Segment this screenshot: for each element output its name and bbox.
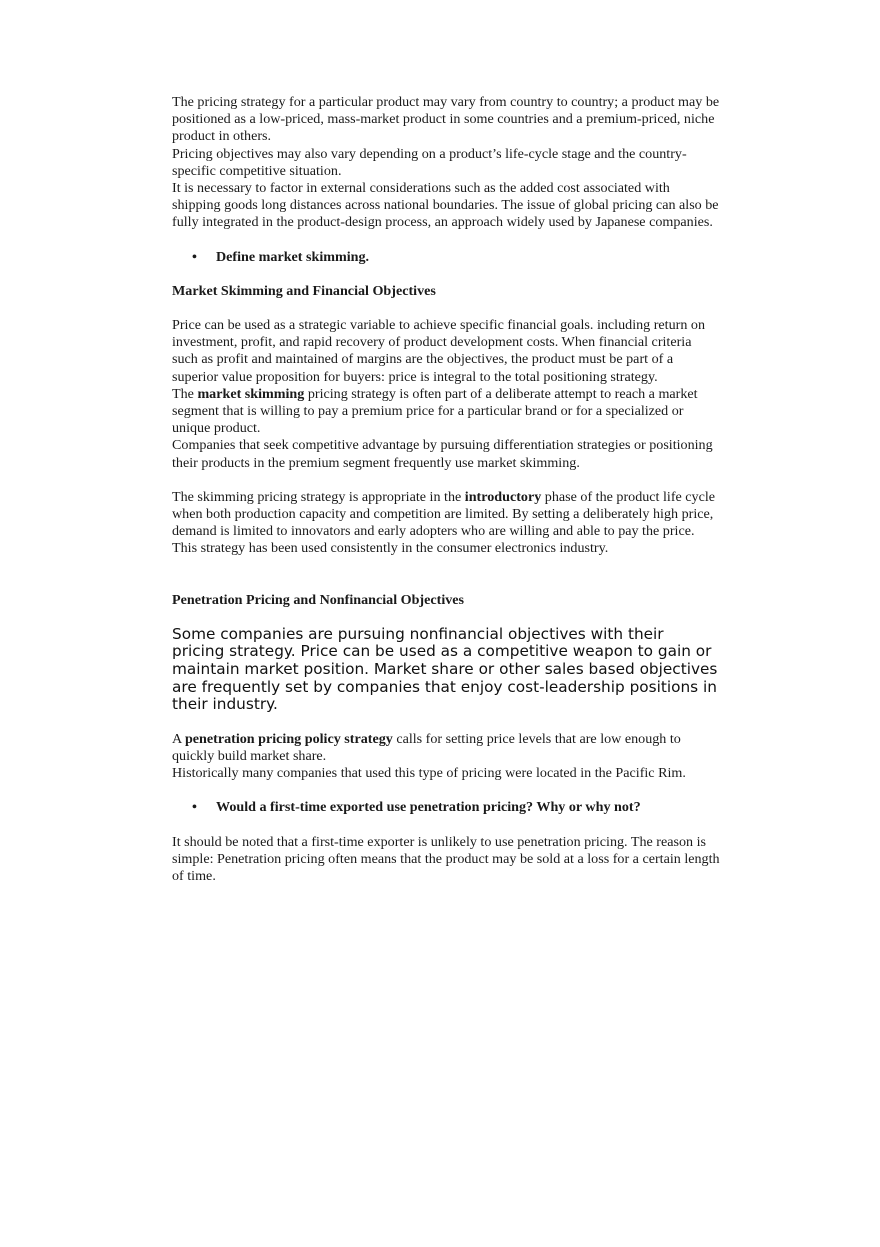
bullet-icon: •: [192, 248, 197, 265]
spacer: [172, 472, 720, 489]
skimming-paragraph-1: Price can be used as a strategic variable to achieve specific financial goals. including return on investment, profit, and rapid recovery of product development costs. When financial criteria such as profit and maintained of margins are the objectives, the product must be part of a superior value proposition for buyers: price is integral to the total positioning strategy.: [172, 317, 705, 385]
question-first-time-exporter: [172, 799, 720, 816]
spacer: [172, 714, 720, 731]
document-body: [172, 94, 720, 885]
spacer: [172, 558, 720, 592]
penetration-paragraph-3: Historically many companies that used this type of pricing were located in the Pacific Rim.: [172, 765, 686, 782]
bold-term-penetration-pricing-policy: penetration pricing policy strategy: [184, 730, 393, 747]
text-run: The skimming pricing strategy is appropriate in the: [172, 488, 465, 505]
skimming-paragraph-3: Companies that seek competitive advantage by pursuing differentiation strategies or positioning their products in the premium segment frequently use market skimming.: [172, 437, 713, 471]
penetration-paragraph-2: [172, 731, 720, 765]
question-text: Define market skimming.: [216, 248, 370, 265]
spacer: [172, 817, 720, 834]
spacer: [172, 232, 720, 249]
intro-paragraph-2: Pricing objectives may also vary depending on a product’s life-cycle stage and the country-specific competitive situation.: [172, 145, 687, 179]
text-run: The: [172, 385, 198, 402]
spacer: [172, 266, 720, 283]
text-run: A: [172, 730, 185, 747]
skimming-paragraph-2: [172, 386, 720, 438]
spacer: [172, 609, 720, 626]
intro-paragraph-1: The pricing strategy for a particular product may vary from country to country; a product may be positioned as a low-priced, mass-market product in some countries and a premium-priced, niche product in others.: [172, 94, 720, 145]
answer-paragraph: It should be noted that a first-time exporter is unlikely to use penetration pricing. The reason is simple: Penetration pricing often means that the product may be sold at a loss for a certain length of time.: [172, 833, 720, 885]
bold-term-market-skimming: market skimming: [197, 385, 305, 402]
question-define-market-skimming: [172, 249, 720, 266]
skimming-paragraph-4: [172, 489, 720, 558]
bullet-icon: •: [192, 799, 197, 816]
question-text: Would a first-time exported use penetration pricing? Why or why not?: [216, 799, 641, 816]
spacer: [172, 782, 720, 799]
intro-paragraph-3: It is necessary to factor in external considerations such as the added cost associated with shipping goods long distances across national boundaries. The issue of global pricing can also be fully integrated in the product-design process, an approach widely used by Japanese companies.: [172, 180, 719, 231]
spacer: [172, 300, 720, 317]
section-heading-penetration-pricing: Penetration Pricing and Nonfinancial Objectives: [172, 591, 465, 608]
penetration-paragraph-1: Some companies are pursuing nonfinancial objectives with their pricing strategy. Price can be used as a competitive weapon to gain or maintain market position. Market share or other sales based objectives are frequently set by companies that enjoy cost-leadership positions in their industry.: [172, 624, 718, 714]
text-run: phase of the product life cycle when both production capacity and competition are limited. By setting a deliberately high price, demand is limited to innovators and early adopters who are willing and able to pay the price. This strategy has been used consistently in the consumer electronics industry.: [172, 488, 716, 557]
bold-term-introductory: introductory: [464, 488, 542, 505]
section-heading-market-skimming: Market Skimming and Financial Objectives: [172, 282, 436, 299]
text-run: calls for setting price levels that are low enough to quickly build market share.: [172, 730, 681, 765]
text-run: pricing strategy is often part of a deliberate attempt to reach a market segment that is willing to pay a premium price for a particular brand or for a specialized or unique product.: [172, 385, 698, 437]
